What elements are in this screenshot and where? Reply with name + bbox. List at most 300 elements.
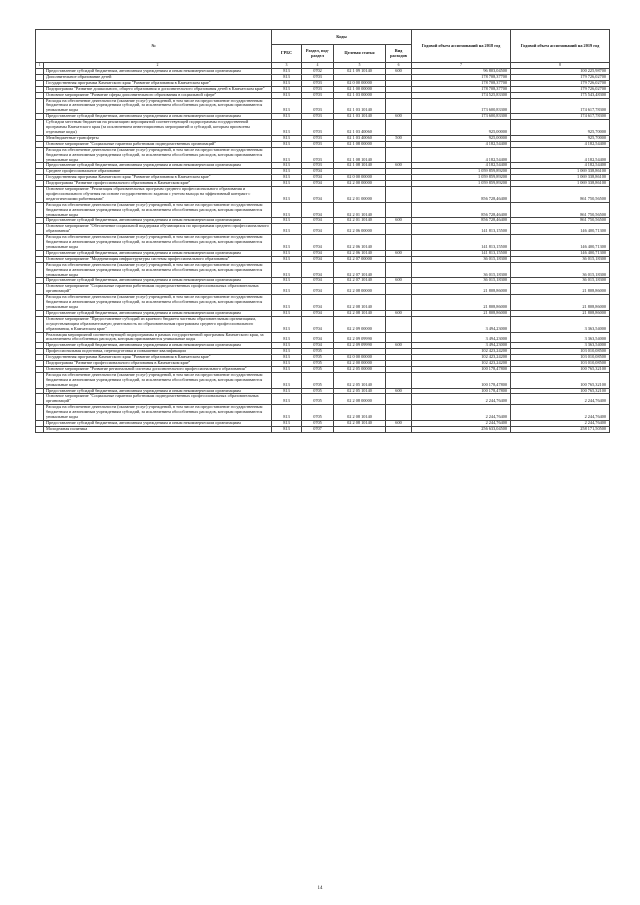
target-item-code: 02 2 08 10140 <box>334 421 386 427</box>
item-name: Предоставление субсидий бюджетным, автономным учреждениям и иным некоммерческим организациям <box>44 310 272 316</box>
amount-2019: 100 765,32100 <box>511 366 610 372</box>
amount-2019: 100 765,32100 <box>511 372 610 388</box>
amount-2019: 2 244,76400 <box>511 405 610 421</box>
section-code: 0705 <box>302 421 334 427</box>
column-number: 5 <box>334 63 386 69</box>
item-name: Предоставление субсидий бюджетным, автономным учреждениям и иным некоммерческим организациям <box>44 388 272 394</box>
amount-2019: 21 808,86000 <box>511 284 610 295</box>
item-name: Предоставление субсидий бюджетным, автономным учреждениям и иным некоммерческим организациям <box>44 69 272 75</box>
item-name: Предоставление субсидий бюджетным, автономным учреждениям и иным некоммерческим организациям <box>44 163 272 169</box>
section-code: 0703 <box>302 98 334 114</box>
item-name: Подпрограмма "Развитие дошкольного, общего образования и дополнительного образования детей в Камчатском крае" <box>44 86 272 92</box>
section-code: 0705 <box>302 388 334 394</box>
item-name: Расходы на обеспечение деятельности (оказание услуг) учреждений, в том числе на предоставление государственным бюджетным и автономным учреждениям субсидий, за исключением обособленных расходов, которым присваиваются уникальные коды <box>44 295 272 311</box>
grbs-code: 813 <box>272 120 302 136</box>
row-number-cell <box>36 98 44 114</box>
amount-2019: 1 069 338,86100 <box>511 169 610 175</box>
table-row <box>36 187 610 203</box>
grbs-code: 813 <box>272 80 302 86</box>
amount-2018: 141 813,15500 <box>412 250 511 256</box>
header-number: № <box>36 30 272 63</box>
amount-2019: 861 750,56500 <box>511 187 610 203</box>
amount-2019: 4 182,54400 <box>511 141 610 147</box>
expense-type-code: 600 <box>386 421 412 427</box>
section-code: 0703 <box>302 114 334 120</box>
target-item-code: 02 2 09 00000 <box>334 316 386 332</box>
page-number: 14 <box>317 886 323 891</box>
item-name: Основное мероприятие "Развитие сферы дополнительного образования в социальной сфере" <box>44 92 272 98</box>
target-item-code: 02 2 09 09990 <box>334 332 386 343</box>
amount-2019: 861 750,56500 <box>511 202 610 218</box>
amount-2018: 100 178,47800 <box>412 388 511 394</box>
amount-2019: 103 010,08500 <box>511 355 610 361</box>
table-row <box>36 284 610 295</box>
amount-2018: 256 633,04500 <box>412 426 511 432</box>
item-name: Расходы на обеспечение деятельности (оказание услуг) учреждений, в том числе на предоставление государственным бюджетным и автономным учреждениям субсидий, за исключением обособленных расходов, которым присваиваются уникальные коды <box>44 235 272 251</box>
column-number: 4 <box>302 63 334 69</box>
expense-type-code <box>386 98 412 114</box>
amount-2019: 1 069 338,86100 <box>511 175 610 181</box>
section-code: 0704 <box>302 262 334 278</box>
target-item-code: 02 2 07 00000 <box>334 256 386 262</box>
expense-type-code: 600 <box>386 218 412 224</box>
amount-2018: 102 423,24200 <box>412 361 511 367</box>
expense-type-code: 600 <box>386 310 412 316</box>
section-code: 0704 <box>302 343 334 349</box>
expense-type-code <box>386 202 412 218</box>
amount-2018: 4 182,54400 <box>412 163 511 169</box>
column-number: 2 <box>44 63 272 69</box>
table-row <box>36 295 610 311</box>
row-number-cell <box>36 284 44 295</box>
amount-2018: 1 059 859,89200 <box>412 169 511 175</box>
section-code: 0704 <box>302 284 334 295</box>
target-item-code: 02 2 07 10140 <box>334 262 386 278</box>
amount-2019: 861 750,56500 <box>511 218 610 224</box>
amount-2018: 178 708,37700 <box>412 74 511 80</box>
grbs-code: 813 <box>272 405 302 421</box>
target-item-code: 02 2 08 00000 <box>334 394 386 405</box>
amount-2018: 141 813,15500 <box>412 235 511 251</box>
item-name: Предоставление субсидий бюджетным, автономным учреждениям и иным некоммерческим организациям <box>44 421 272 427</box>
expense-type-code <box>386 295 412 311</box>
target-item-code: 02 1 00 00000 <box>334 86 386 92</box>
section-code: 0704 <box>302 256 334 262</box>
expense-type-code: 600 <box>386 69 412 75</box>
budget-table <box>35 29 610 433</box>
grbs-code: 813 <box>272 181 302 187</box>
row-number-cell <box>36 147 44 163</box>
target-item-code: 02 1 03 00000 <box>334 92 386 98</box>
expense-type-code: 500 <box>386 135 412 141</box>
amount-2019: 3 363,54000 <box>511 316 610 332</box>
section-code: 0704 <box>302 295 334 311</box>
expense-type-code <box>386 426 412 432</box>
amount-2019: 2 244,76400 <box>511 421 610 427</box>
target-item-code: 02 2 08 10140 <box>334 405 386 421</box>
amount-2019: 179 726,02700 <box>511 86 610 92</box>
target-item-code: 02 0 00 00000 <box>334 80 386 86</box>
target-item-code: 02 2 06 10140 <box>334 235 386 251</box>
header-volume-2018: Годовой объем ассигнований на 2018 год <box>412 30 511 63</box>
target-item-code: 02 1 08 10140 <box>334 163 386 169</box>
grbs-code: 813 <box>272 235 302 251</box>
target-item-code: 02 1 09 10140 <box>334 69 386 75</box>
item-name: Расходы на обеспечение деятельности (оказание услуг) учреждений, в том числе на предоставление государственным бюджетным и автономным учреждениям субсидий, за исключением обособленных расходов, которым присваиваются уникальные коды <box>44 202 272 218</box>
amount-2019: 146 400,71300 <box>511 235 610 251</box>
section-code: 0705 <box>302 394 334 405</box>
expense-type-code <box>386 147 412 163</box>
target-item-code: 02 0 00 00000 <box>334 175 386 181</box>
table-row <box>36 120 610 136</box>
section-code: 0704 <box>302 235 334 251</box>
table-row <box>36 332 610 343</box>
grbs-code: 813 <box>272 278 302 284</box>
expense-type-code: 600 <box>386 343 412 349</box>
row-number-cell <box>36 295 44 311</box>
amount-2018: 102 423,24200 <box>412 355 511 361</box>
section-code: 0703 <box>302 80 334 86</box>
section-code: 0704 <box>302 175 334 181</box>
amount-2018: 925,00000 <box>412 120 511 136</box>
section-code: 0705 <box>302 366 334 372</box>
header-target-item: Целевая статья <box>334 45 386 63</box>
expense-type-code <box>386 284 412 295</box>
grbs-code: 813 <box>272 224 302 235</box>
amount-2018: 178 708,37700 <box>412 86 511 92</box>
expense-type-code <box>386 372 412 388</box>
amount-2018: 173 600,83300 <box>412 98 511 114</box>
section-code: 0702 <box>302 69 334 75</box>
budget-table-body <box>36 69 610 433</box>
amount-2019: 175 543,48300 <box>511 92 610 98</box>
section-code: 0707 <box>302 426 334 432</box>
expense-type-code: 600 <box>386 114 412 120</box>
amount-2018: 856 728,46400 <box>412 202 511 218</box>
expense-type-code <box>386 120 412 136</box>
amount-2019: 103 010,08500 <box>511 349 610 355</box>
grbs-code: 813 <box>272 147 302 163</box>
section-code: 0704 <box>302 218 334 224</box>
target-item-code: 02 2 08 10140 <box>334 310 386 316</box>
table-row <box>36 394 610 405</box>
grbs-code: 813 <box>272 388 302 394</box>
amount-2018: 141 813,15500 <box>412 224 511 235</box>
amount-2018: 2 244,76400 <box>412 421 511 427</box>
amount-2019: 21 808,86000 <box>511 295 610 311</box>
amount-2018: 856 728,46400 <box>412 187 511 203</box>
amount-2019: 925,70000 <box>511 120 610 136</box>
item-name: Предоставление субсидий бюджетным, автономным учреждениям и иным некоммерческим организациям <box>44 250 272 256</box>
target-item-code: 02 1 03 10140 <box>334 114 386 120</box>
section-code: 0703 <box>302 163 334 169</box>
amount-2019: 179 726,02700 <box>511 80 610 86</box>
item-name: Предоставление субсидий бюджетным, автономным учреждениям и иным некоммерческим организациям <box>44 343 272 349</box>
expense-type-code: 600 <box>386 388 412 394</box>
amount-2018: 3 494,23000 <box>412 316 511 332</box>
amount-2019: 174 617,78300 <box>511 114 610 120</box>
row-number-cell <box>36 394 44 405</box>
item-name: Дополнительное образование детей <box>44 74 272 80</box>
section-code: 0704 <box>302 278 334 284</box>
amount-2019: 100 765,32100 <box>511 388 610 394</box>
grbs-code: 813 <box>272 250 302 256</box>
item-name: Подпрограмма "Развитие профессионального образования в Камчатском крае" <box>44 361 272 367</box>
item-name: Предоставление субсидий бюджетным, автономным учреждениям и иным некоммерческим организациям <box>44 278 272 284</box>
item-name: Предоставление субсидий бюджетным, автономным учреждениям и иным некоммерческим организациям <box>44 114 272 120</box>
section-code: 0704 <box>302 202 334 218</box>
grbs-code: 813 <box>272 163 302 169</box>
header-section: Раздел, под-раздел <box>302 45 334 63</box>
grbs-code: 813 <box>272 316 302 332</box>
grbs-code: 813 <box>272 187 302 203</box>
amount-2019: 146 400,71300 <box>511 250 610 256</box>
grbs-code: 813 <box>272 202 302 218</box>
target-item-code: 02 2 00 00000 <box>334 361 386 367</box>
grbs-code: 813 <box>272 394 302 405</box>
section-code: 0704 <box>302 310 334 316</box>
amount-2019: 3 363,54000 <box>511 332 610 343</box>
row-number-cell <box>36 202 44 218</box>
item-name: Среднее профессиональное образование <box>44 169 272 175</box>
table-row <box>36 147 610 163</box>
item-name: Основное мероприятие "Обеспечение социальной поддержки обучающихся по программам среднего профессионального образования" <box>44 224 272 235</box>
amount-2019: 4 182,54400 <box>511 163 610 169</box>
amount-2019: 2 244,76400 <box>511 394 610 405</box>
item-name: Профессиональная подготовка, переподготовка и повышение квалификации <box>44 349 272 355</box>
section-code: 0704 <box>302 169 334 175</box>
section-code: 0703 <box>302 86 334 92</box>
amount-2018: 1 059 859,89200 <box>412 175 511 181</box>
amount-2019: 36 015,18300 <box>511 262 610 278</box>
grbs-code: 813 <box>272 69 302 75</box>
section-code: 0703 <box>302 147 334 163</box>
section-code: 0704 <box>302 224 334 235</box>
amount-2019: 100 225,98700 <box>511 69 610 75</box>
amount-2018: 36 015,18300 <box>412 256 511 262</box>
amount-2018: 2 244,76400 <box>412 405 511 421</box>
grbs-code: 813 <box>272 74 302 80</box>
grbs-code: 813 <box>272 98 302 114</box>
target-item-code: 02 1 03 40060 <box>334 120 386 136</box>
amount-2019: 925,70000 <box>511 135 610 141</box>
column-number: 3 <box>272 63 302 69</box>
amount-2018: 21 808,86000 <box>412 310 511 316</box>
row-number-cell <box>36 120 44 136</box>
target-item-code: 02 2 08 00000 <box>334 284 386 295</box>
row-number-cell <box>36 316 44 332</box>
item-name: Основное мероприятие "Социальные гарантии работникам подведомственных профессиональных образовательных организаций" <box>44 284 272 295</box>
target-item-code: 02 2 05 00000 <box>334 366 386 372</box>
grbs-code: 813 <box>272 310 302 316</box>
item-name: Реализация мероприятий соответствующей подпрограммы в рамках государственной программы Камчатского края, за исключением обособленных расходов, которым присваиваются уникальные коды <box>44 332 272 343</box>
expense-type-code <box>386 316 412 332</box>
target-item-code: 02 2 06 10140 <box>334 250 386 256</box>
amount-2018: 173 600,83300 <box>412 114 511 120</box>
header-expense-type: Вид расходов <box>386 45 412 63</box>
target-item-code: 02 1 03 40060 <box>334 135 386 141</box>
amount-2018: 100 178,47800 <box>412 366 511 372</box>
amount-2018: 4 182,54400 <box>412 147 511 163</box>
table-row <box>36 426 610 432</box>
grbs-code: 813 <box>272 355 302 361</box>
amount-2019: 4 182,54400 <box>511 147 610 163</box>
column-number: 1 <box>36 63 44 69</box>
column-number: 6 <box>386 63 412 69</box>
section-code: 0705 <box>302 361 334 367</box>
section-code: 0704 <box>302 316 334 332</box>
grbs-code: 813 <box>272 86 302 92</box>
target-item-code: 02 2 06 00000 <box>334 224 386 235</box>
row-number-cell <box>36 372 44 388</box>
amount-2018: 21 808,86000 <box>412 295 511 311</box>
section-code: 0704 <box>302 187 334 203</box>
target-item-code: 02 0 00 00000 <box>334 355 386 361</box>
header-codes: Коды <box>272 30 412 45</box>
grbs-code: 813 <box>272 256 302 262</box>
table-row <box>36 224 610 235</box>
amount-2019: 179 726,02700 <box>511 74 610 80</box>
budget-page <box>35 29 609 433</box>
grbs-code: 813 <box>272 426 302 432</box>
grbs-code: 813 <box>272 169 302 175</box>
expense-type-code: 600 <box>386 250 412 256</box>
amount-2019: 1 069 338,86100 <box>511 181 610 187</box>
target-item-code: 02 2 00 00000 <box>334 181 386 187</box>
grbs-code: 813 <box>272 361 302 367</box>
amount-2018: 3 494,23000 <box>412 343 511 349</box>
amount-2018: 178 708,37700 <box>412 80 511 86</box>
item-name: Основное мероприятие "Социальные гарантии работникам подведомственных профессиональных образовательных организаций" <box>44 394 272 405</box>
grbs-code: 813 <box>272 295 302 311</box>
amount-2019: 21 808,86000 <box>511 310 610 316</box>
amount-2018: 102 423,24200 <box>412 349 511 355</box>
section-code: 0703 <box>302 135 334 141</box>
amount-2018: 100 178,47800 <box>412 372 511 388</box>
grbs-code: 813 <box>272 175 302 181</box>
item-name: Основное мероприятие "Модернизация инфраструктуры системы профессионального образования" <box>44 256 272 262</box>
item-name: Государственная программа Камчатского края "Развитие образования в Камчатском крае" <box>44 355 272 361</box>
grbs-code: 813 <box>272 284 302 295</box>
section-code: 0705 <box>302 349 334 355</box>
item-name: Расходы на обеспечение деятельности (оказание услуг) учреждений, в том числе на предоставление государственным бюджетным и автономным учреждениям субсидий, за исключением обособленных расходов, которым присваиваются уникальные коды <box>44 262 272 278</box>
item-name: Основное мероприятие "Социальные гарантии работникам подведомственных организаций" <box>44 141 272 147</box>
table-row <box>36 98 610 114</box>
amount-2019: 36 015,18300 <box>511 256 610 262</box>
amount-2018: 1 059 859,89200 <box>412 181 511 187</box>
grbs-code: 813 <box>272 332 302 343</box>
item-name: Государственная программа Камчатского края "Развитие образования в Камчатском крае" <box>44 175 272 181</box>
target-item-code <box>334 426 386 432</box>
target-item-code: 02 1 03 10140 <box>334 98 386 114</box>
row-number-cell <box>36 332 44 343</box>
section-code: 0704 <box>302 250 334 256</box>
expense-type-code <box>386 394 412 405</box>
target-item-code: 02 1 08 00000 <box>334 141 386 147</box>
row-number-cell <box>36 187 44 203</box>
item-name: Предоставление субсидий бюджетным, автономным учреждениям и иным некоммерческим организациям <box>44 218 272 224</box>
item-name: Основное мероприятие "Развитие региональной системы дополнительного профессионального образования" <box>44 366 272 372</box>
item-name: Основное мероприятие "Предоставление субсидий из краевого бюджета частным образовательным организациям, осуществляющим образовательную деятельность по образовательным программам среднего профессионального образования, в Камчатском крае" <box>44 316 272 332</box>
target-item-code: 02 2 01 10140 <box>334 218 386 224</box>
amount-2018: 36 015,18300 <box>412 278 511 284</box>
section-code: 0703 <box>302 74 334 80</box>
target-item-code: 02 2 08 10140 <box>334 295 386 311</box>
section-code: 0705 <box>302 372 334 388</box>
column-number: 7 <box>412 63 511 69</box>
row-number-cell <box>36 235 44 251</box>
section-code: 0703 <box>302 92 334 98</box>
target-item-code: 02 2 01 10140 <box>334 202 386 218</box>
section-code: 0705 <box>302 405 334 421</box>
amount-2018: 4 182,54400 <box>412 141 511 147</box>
amount-2019: 146 400,71300 <box>511 224 610 235</box>
grbs-code: 813 <box>272 135 302 141</box>
expense-type-code <box>386 332 412 343</box>
expense-type-code <box>386 187 412 203</box>
amount-2018: 174 525,83300 <box>412 92 511 98</box>
target-item-code: 02 2 05 10140 <box>334 372 386 388</box>
amount-2019: 36 015,18300 <box>511 278 610 284</box>
item-name: Межбюджетные трансферты <box>44 135 272 141</box>
section-code: 0703 <box>302 120 334 136</box>
target-item-code: 02 2 01 00000 <box>334 187 386 203</box>
amount-2018: 21 808,86000 <box>412 284 511 295</box>
expense-type-code: 600 <box>386 163 412 169</box>
item-name: Основное мероприятие "Реализация образовательных программ среднего профессионального образования и профессионального обучения на основе государственного задания с учетом выхода на эффективный контракт с педагогическими работниками" <box>44 187 272 203</box>
column-number: 8 <box>511 63 610 69</box>
grbs-code: 813 <box>272 372 302 388</box>
table-row <box>36 372 610 388</box>
expense-type-code <box>386 405 412 421</box>
amount-2018: 96 803,04500 <box>412 69 511 75</box>
item-name: Расходы на обеспечение деятельности (оказание услуг) учреждений, в том числе на предоставление государственным бюджетным и автономным учреждениям субсидий, за исключением обособленных расходов, которым присваиваются уникальные коды <box>44 98 272 114</box>
grbs-code: 813 <box>272 141 302 147</box>
table-row <box>36 262 610 278</box>
row-number-cell <box>36 224 44 235</box>
expense-type-code <box>386 235 412 251</box>
section-code: 0704 <box>302 181 334 187</box>
grbs-code: 813 <box>272 262 302 278</box>
table-row <box>36 405 610 421</box>
item-name: Молодежная политика <box>44 426 272 432</box>
target-item-code: 02 2 05 10140 <box>334 388 386 394</box>
grbs-code: 813 <box>272 114 302 120</box>
grbs-code: 813 <box>272 421 302 427</box>
expense-type-code <box>386 262 412 278</box>
expense-type-code: 600 <box>386 278 412 284</box>
amount-2018: 36 015,18300 <box>412 262 511 278</box>
section-code: 0704 <box>302 332 334 343</box>
item-name: Расходы на обеспечение деятельности (оказание услуг) учреждений, в том числе на предоставление государственным бюджетным и автономным учреждениям субсидий, за исключением обособленных расходов, которым присваиваются уникальные коды <box>44 372 272 388</box>
amount-2019: 3 363,54000 <box>511 343 610 349</box>
amount-2018: 3 494,23000 <box>412 332 511 343</box>
target-item-code: 02 2 09 09990 <box>334 343 386 349</box>
item-name: Расходы на обеспечение деятельности (оказание услуг) учреждений, в том числе на предоставление государственным бюджетным и автономным учреждениям субсидий, за исключением обособленных расходов, которым присваиваются уникальные коды <box>44 147 272 163</box>
target-item-code: 02 1 08 10140 <box>334 147 386 163</box>
table-row <box>36 202 610 218</box>
amount-2018: 925,00000 <box>412 135 511 141</box>
grbs-code: 813 <box>272 218 302 224</box>
grbs-code: 813 <box>272 349 302 355</box>
header-grbs: ГРБС <box>272 45 302 63</box>
row-number-cell <box>36 262 44 278</box>
amount-2019: 258 171,50500 <box>511 426 610 432</box>
item-name: Субсидии местным бюджетам на реализацию мероприятий соответствующей подпрограммы государственной программы Камчатского края (за исключением инвестиционных мероприятий и субсидий, которым присвоены отдельные коды) <box>44 120 272 136</box>
grbs-code: 813 <box>272 92 302 98</box>
amount-2018: 856 728,46400 <box>412 218 511 224</box>
grbs-code: 813 <box>272 343 302 349</box>
